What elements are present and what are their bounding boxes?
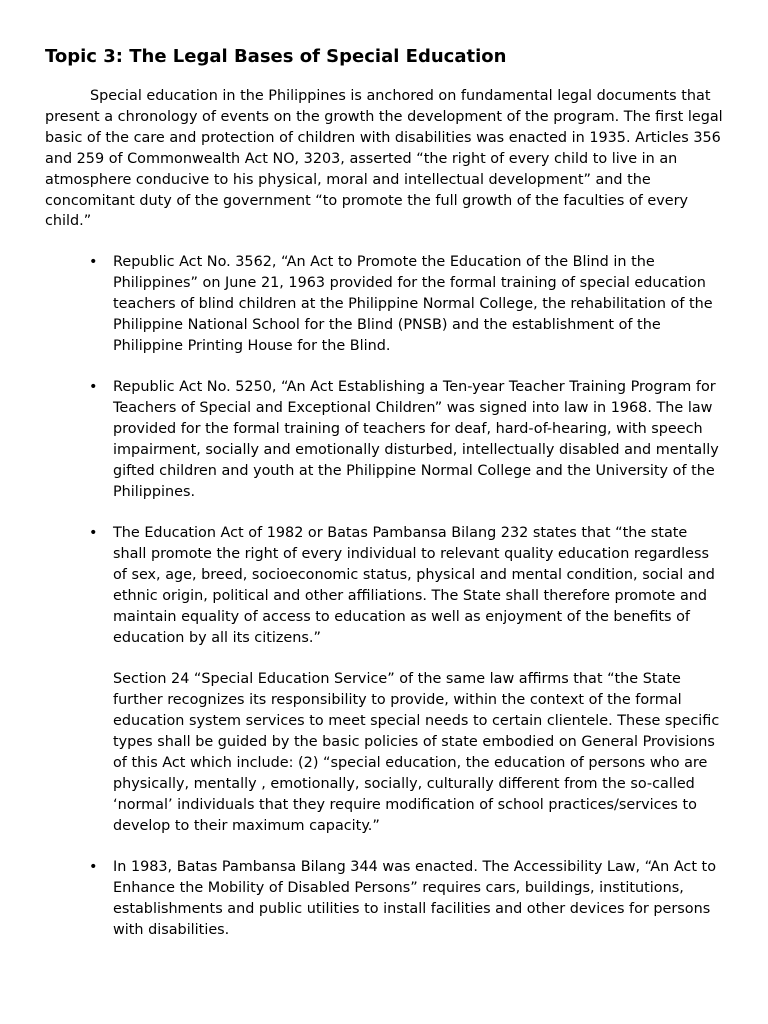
list-item-text: Republic Act No. 3562, “An Act to Promote the Education of the Blind in the Philippines” on June 21, 1963 provided for the formal training of special education teachers of blind children at the Philippine Normal College, the rehabilitation of the Philippine National School for the Blind (PNSB) and the establishment of the Philippine Printing House for the Blind. [113, 254, 713, 354]
list-item-text: Republic Act No. 5250, “An Act Establishing a Ten-year Teacher Training Program for Teachers of Special and Exceptional Children” was signed into law in 1968. The law provided for the formal training of teachers for deaf, hard-of-hearing, with speech impairment, socially and emotionally disturbed, intellectually disabled and mentally gifted children and youth at the Philippine Normal College and the University of the Philippines. [113, 379, 719, 500]
list-item-ra-5250 [0, 377, 725, 502]
bullet-icon: • [89, 379, 98, 396]
list-item-education-act-1982 [0, 523, 725, 837]
list-item-text: In 1983, Batas Pambansa Bilang 344 was enacted. The Accessibility Law, “An Act to Enhance the Mobility of Disabled Persons” requires cars, buildings, institutions, establishments and public utilities to install facilities and other devices for persons with disabilities. [113, 859, 716, 939]
intro-paragraph: Special education in the Philippines is anchored on fundamental legal documents that present a chronology of events on the growth the development of the program. The first legal basic of the care and protection of children with disabilities was enacted in 1935. Articles 356 and 259 of Commonwealth Act NO, 3203, asserted “the right of every child to live in an atmosphere conducive to his physical, moral and intellectual development” and the concomitant duty of the government “to promote the full growth of the faculties of every child.” [45, 88, 723, 230]
bullet-icon: • [89, 859, 98, 876]
page-title: Topic 3: The Legal Bases of Special Education [45, 46, 507, 67]
list-item-text: The Education Act of 1982 or Batas Pambansa Bilang 232 states that “the state shall promote the right of every individual to relevant quality education regardless of sex, age, breed, socioeconomic status, physical and mental condition, social and ethnic origin, political and other affiliations. The State shall therefore promote and maintain equality of access to education as well as enjoyment of the benefits of education by all its citizens.” [113, 525, 715, 646]
bullet-icon: • [89, 525, 98, 542]
legal-basis-list [0, 252, 768, 962]
list-item-followup-text: Section 24 “Special Education Service” of the same law affirms that “the State further recognizes its responsibility to provide, within the context of the formal education system services to meet special needs to certain clientele. These specific types shall be guided by the basic policies of state embodied on General Provisions of this Act which include: (2) “special education, the education of persons who are physically, mentally , emotionally, socially, culturally different from the so-called ‘normal’ individuals that they require modification of school practices/services to develop to their maximum capacity.” [113, 671, 720, 834]
list-item-ra-3562 [0, 252, 725, 357]
bullet-icon: • [89, 254, 98, 270]
list-item-bp-344 [0, 857, 725, 941]
